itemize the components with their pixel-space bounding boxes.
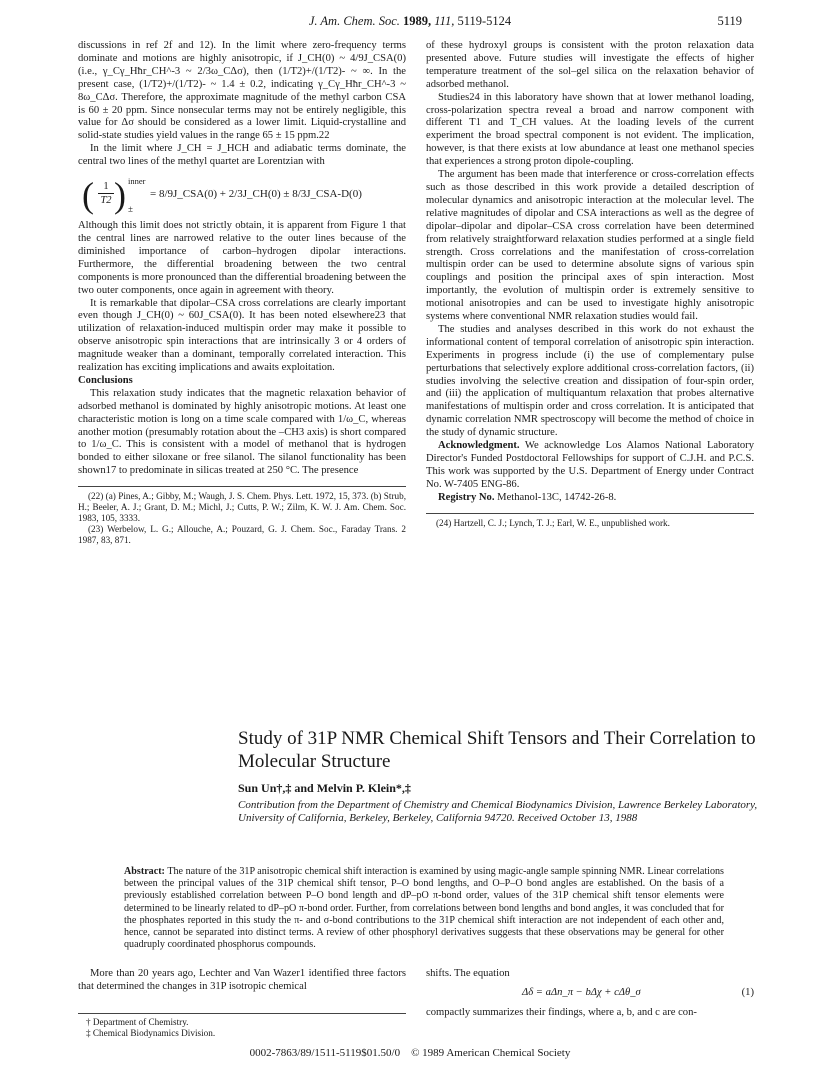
acknowledgment-text: We acknowledge Los Alamos National Laboratory Director's Funded Postdoctoral Fellowships for support of C.J.H. and P.C.S. This work was supported by the U.S. Department of Energy under Contract No. W-7405 ENG-86. [426, 440, 755, 490]
paragraph: discussions in ref 2f and 12). In the limit where zero-frequency terms dominate and motions are highly anisotropic, if J_CH(0) ~ 4/9J_CSA(0) (i.e., γ_Cγ_Hħr_CH^-3 ~ 2/3ω_CΔσ), then (1/T2)+/(1/T2)- ~ ∞. In the present case, (1/T2)+/(1/T2)- ~ 1.4 ± 0.2, indicating γ_Cγ_Hħr_CH^-3 ~ 8ω_CΔσ. Therefore, the approximate magnitude of the methyl carbon CSA is 60 ± 20 ppm. Since nonsecular terms may not be entirely negligible, this value for Δσ should be considered as a lower limit. Liquid-crystalline and solid-state studies yield values in the range 65 ± 15 ppm.22 [78, 40, 406, 142]
affiliation-notes [78, 1013, 406, 1039]
section-heading: Conclusions [78, 374, 133, 386]
intro-left [78, 968, 406, 994]
eq2-expression: Δδ = aΔn_π − bΔχ + cΔθ_σ [522, 986, 641, 998]
registry [426, 492, 754, 505]
intro-right [426, 968, 754, 1020]
left-column [78, 40, 406, 546]
affiliation-note: ‡ Chemical Biodynamics Division. [86, 1028, 216, 1038]
footer-copyright: © 1989 American Chemical Society [411, 1047, 571, 1059]
article-title: Study of 31P NMR Chemical Shift Tensors and Their Correlation to Molecular Structure [238, 728, 756, 772]
page-footer [78, 1047, 742, 1059]
equation-inner-lines: ( $\frac{1}{T2}$ ) inner ± = 8/9J_CSA(0) + 2/3J_CH(0) ± 8/3J_CSA-D(0) [82, 175, 362, 216]
journal-pages: 5119-5124 [457, 14, 512, 28]
equation-1 [426, 985, 754, 1003]
paragraph: Although this limit does not strictly obtain, it is apparent from Figure 1 that the central lines are narrowed relative to the outer lines because of the diminished importance of carbon–hydrogen dipolar interactions. Furthermore, the differential broadening between the two central components is more pronounced than the differential broadening between the two outer components, once again in agreement with theory. [78, 220, 406, 296]
acknowledgment [426, 440, 754, 492]
footnote-divider [78, 486, 406, 487]
paragraph: of these hydroxyl groups is consistent with the proton relaxation data presented above. Future studies will investigate the effects of higher temperature treatment of the sol–gel silica on the relaxation behavior of adsorbed methanol. [426, 40, 754, 90]
affiliation-note: † Department of Chemistry. [86, 1017, 189, 1027]
acknowledgment-label: Acknowledgment. [438, 440, 520, 452]
paragraph: The studies and analyses described in this work do not exhaust the informational content of temporal correlation of anisotropic spin interaction. Experiments in progress include (i) the use of complementary pulse perturbations that selectively explore additional cross-correlation factors, (ii) studies involving the selective creation and dissipation of four-spin order, and (iii) the application of multiquantum relaxation that probes alternative manifestations of multispin order and cross correlation. It is anticipated that dynamic correlation NMR spectroscopy will become the method of choice in the study of dynamic structure. [426, 323, 754, 439]
paragraph: More than 20 years ago, Lechter and Van Wazer1 identified three factors that determined the changes in 31P isotropic chemical [78, 968, 406, 992]
paragraph: The argument has been made that interference or cross-correlation effects such as those described in this work provide a detailed description of molecular dynamics and anisotropic interaction at the molecular level. The relative magnitudes of dipolar and CSA interactions as well as the degree of dipolar–dipolar and dipolar–CSA cross correlation have been determined from relatively straightforward relaxation studies performed at a single field strength. Cross correlations and the manifestation of cross-correlation multispin order can be used to determine absolute signs of various spin couplings and position the principal axes of spin interaction. Most importantly, the evolution of multispin order is extremely sensitive to motional anisotropies and can be used to investigate highly anisotropic systems where conventional NMR relaxation studies would fail. [426, 169, 754, 323]
abstract-label: Abstract: [124, 866, 165, 877]
eq-superscript: inner [128, 176, 146, 187]
paragraph: shifts. The equation [426, 968, 510, 979]
footer-code: 0002-7863/89/1511-5119$01.50/0 [249, 1047, 401, 1059]
footnote: (22) (a) Pines, A.; Gibby, M.; Waugh, J. S. Chem. Phys. Lett. 1972, 15, 373. (b) Strub, H.; Beeler, A. J.; Grant, D. M.; Michl, J.; Cutts, P. W.; Zilm, K. W. J. Am. Chem. Soc. 1983, 105, 3333. [78, 491, 406, 524]
paragraph: compactly summarizes their findings, where a, b, and c are con- [426, 1006, 697, 1018]
footnotes [426, 518, 754, 529]
paragraph: Studies24 in this laboratory have shown that at lower methanol loading, cross-polarization spectra reveal a broad and narrow component with different T1 and T_CH values. At the loading levels of the current experiment the broad spectral component is not evident. The implication, however, is that there exists at low abundance at least one methanol species that experiences a strong proton dipole-coupling. [426, 91, 754, 168]
running-header [78, 14, 742, 30]
abstract [124, 866, 724, 951]
paragraph: This relaxation study indicates that the magnetic relaxation behavior of adsorbed methanol is dominated by highly anisotropic motions. At least one characteristic motion is long on a time scale compared with 1/ω_C, whereas another motion (presumably rotation about the –CH3 axis) is short compared to 1/ω_C. This is consistent with a model of methanol that is hydrogen bonded to either siloxane or free silanol. The silanol functionality has been shown17 to predominate in silicas treated at 250 °C. The presence [78, 387, 406, 477]
eq2-number: (1) [741, 986, 754, 998]
registry-label: Registry No. [438, 491, 495, 503]
footnote-divider [426, 513, 754, 514]
paragraph: It is remarkable that dipolar–CSA cross correlations are clearly important even though J_CH(0) ~ 60J_CSA(0). It has been noted elsewhere23 that utilization of relaxation-induced multispin order may make it possible to observe anisotropic spin interactions that are intrinsically 3 or 4 orders of magnitude weaker than a dominant, temporally correlated interaction. This realization has exciting implications and awaits exploitation. [78, 297, 406, 374]
journal-citation [78, 14, 742, 29]
registry-text: Methanol-13C, 14742-26-8. [497, 491, 617, 503]
eq-subscript: ± [128, 204, 133, 215]
footnote: (24) Hartzell, C. J.; Lynch, T. J.; Earl, W. E., unpublished work. [436, 517, 670, 528]
journal-name: J. Am. Chem. Soc. [308, 14, 400, 28]
page-number: 5119 [717, 14, 742, 28]
article-affiliation: Contribution from the Department of Chemistry and Chemical Biodynamics Division, Lawrence Berkeley Laboratory, University of California, Berkeley, Berkeley, California 94720. Received October 13, 1988 [238, 799, 758, 824]
journal-volume: 111, [434, 14, 455, 28]
footnote: (23) Werbelow, L. G.; Allouche, A.; Pouzard, G. J. Chem. Soc., Faraday Trans. 2 1987, 83, 871. [78, 524, 406, 546]
eq-denominator: T2 [100, 195, 112, 207]
footnotes [78, 491, 406, 546]
abstract-text: The nature of the 31P anisotropic chemical shift interaction is examined by using magic-angle sample spinning NMR. Linear correlations between the principal values of the 31P chemical shift tensor, P–O bond lengths, and O–P–O bond angles are established. On the basis of a previously established correlation between P–O bond length and dP–pO π-bond order, values of the 31P chemical shift tensor elements were determined to be linearly related to dP–pO π-bond order. Further, from correlations between bond lengths and bond angles, it was concluded that for the phosphates reported in this study the π- and σ-bond contributions to the 31P chemical shift interaction are not independent of each other and, hence, cannot be separated into distinct terms. A review of other phosphoryl derivatives suggests that these observations may be general for other quadruply coordinated phosphorus compounds. [124, 866, 724, 951]
paragraph: In the limit where J_CH = J_HCH and adiabatic terms dominate, the central two lines of the methyl quartet are Lorentzian with [78, 143, 406, 168]
eq-rhs: = 8/9J_CSA(0) + 2/3J_CH(0) ± 8/3J_CSA-D(0) [150, 188, 362, 201]
eq-numerator: 1 [103, 181, 109, 193]
journal-year: 1989, [403, 14, 432, 28]
article-authors: Sun Un†,‡ and Melvin P. Klein*,‡ [238, 781, 411, 795]
right-column [426, 40, 754, 529]
